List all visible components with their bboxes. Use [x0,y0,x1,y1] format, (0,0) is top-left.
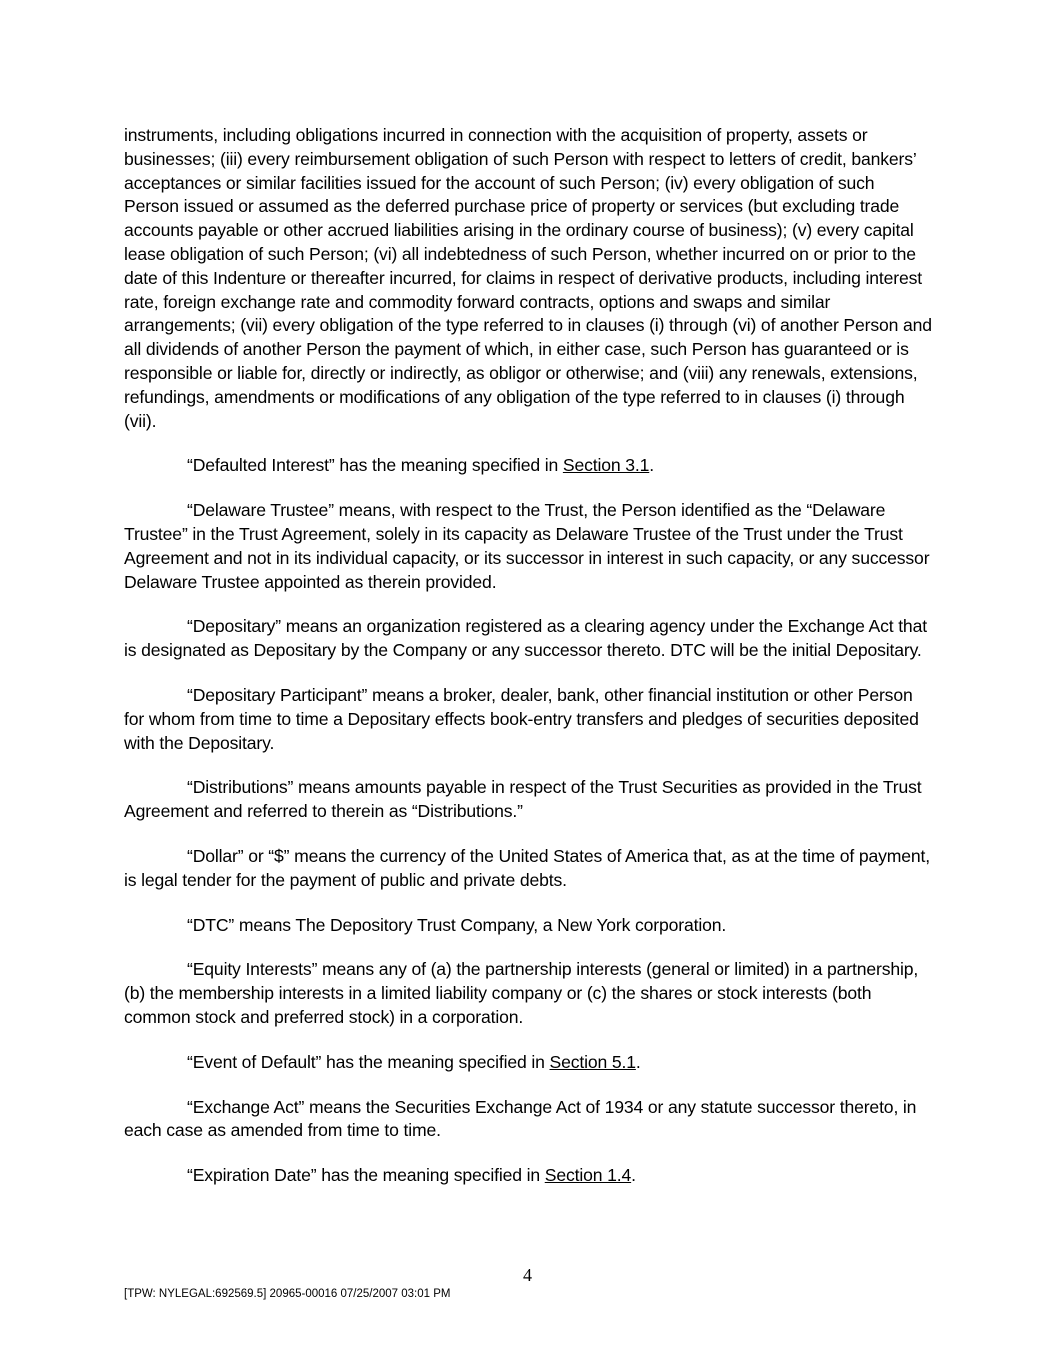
definition-defaulted-interest [124,454,932,478]
definition-dollar: “Dollar” or “$” means the currency of the United States of America that, as at the time of payment, is legal tender for the payment of public and private debts. [124,845,930,890]
body-text [124,124,932,1209]
definition-depositary: “Depositary” means an organization registered as a clearing agency under the Exchange Act that is designated as Depositary by the Company or any successor thereto. DTC will be the initial Depositary. [124,616,927,661]
definition-expiration-date [124,1164,932,1188]
definition-dtc: “DTC” means The Depository Trust Company, a New York corporation. [187,914,727,935]
page-number: 4 [523,1265,532,1285]
definition-text: “Defaulted Interest” has the meaning specified in [187,455,563,476]
definition-depositary-participant: “Depositary Participant” means a broker, dealer, bank, other financial institution or other Person for whom from time to time a Depositary effects book-entry transfers and pledges of securities deposited with the Depositary. [124,684,919,753]
definition-distributions: “Distributions” means amounts payable in respect of the Trust Securities as provided in the Trust Agreement and referred to therein as “Distributions.” [124,777,922,822]
definition-event-of-default [124,1051,932,1075]
definition-exchange-act: “Exchange Act” means the Securities Exchange Act of 1934 or any statute successor thereto, in each case as amended from time to time. [124,1096,917,1141]
definition-text-end: . [649,455,655,476]
definition-text-end: . [635,1051,641,1072]
section-reference-link[interactable]: Section 5.1 [549,1051,636,1072]
definition-text: “Expiration Date” has the meaning specified in [187,1165,545,1186]
definition-equity-interests: “Equity Interests” means any of (a) the partnership interests (general or limited) in a partnership, (b) the membership interests in a limited liability company or (c) the shares or stock interests (both common stock and preferred stock) in a corporation. [124,959,919,1027]
definition-text: “Event of Default” has the meaning specified in [187,1051,550,1072]
definition-text-end: . [631,1165,636,1186]
section-reference-link[interactable]: Section 1.4 [544,1165,632,1186]
definition-delaware-trustee: “Delaware Trustee” means, with respect to the Trust, the Person identified as the “Delaware Trustee” in the Trust Agreement, solely in its capacity as Delaware Trustee of the Trust under the Trust Agreement and not in its individual capacity, or its successor in interest in such capacity, or any successor Delaware Trustee appointed as therein provided. [124,500,930,592]
section-reference-link[interactable]: Section 3.1 [562,455,650,476]
document-footer: [TPW: NYLEGAL:692569.5] 20965-00016 07/25/2007 03:01 PM [124,1288,451,1300]
paragraph-debt-continuation: instruments, including obligations incurred in connection with the acquisition of property, assets or businesses; (iii) every reimbursement obligation of such Person with respect to letters of credit, bankers’ acceptances or similar facilities issued for the account of such Person; (iv) every obligation of such Person issued or assumed as the deferred purchase price of property or services (but excluding trade accounts payable or other accrued liabilities arising in the ordinary course of business); (v) every capital lease obligation of such Person; (vi) all indebtedness of such Person, whether incurred on or prior to the date of this Indenture or thereafter incurred, for claims in respect of derivative products, including interest rate, foreign exchange rate and commodity forward contracts, options and swaps and similar arrangements; (vii) every obligation of the type referred to in clauses (i) through (vi) of another Person and all dividends of another Person the payment of which, in either case, such Person has guaranteed or is responsible or liable for, directly or indirectly, as obligor or otherwise; and (viii) any renewals, extensions, refundings, amendments or modifications of any obligation of the type referred to in clauses (i) through (vii). [124,125,932,431]
